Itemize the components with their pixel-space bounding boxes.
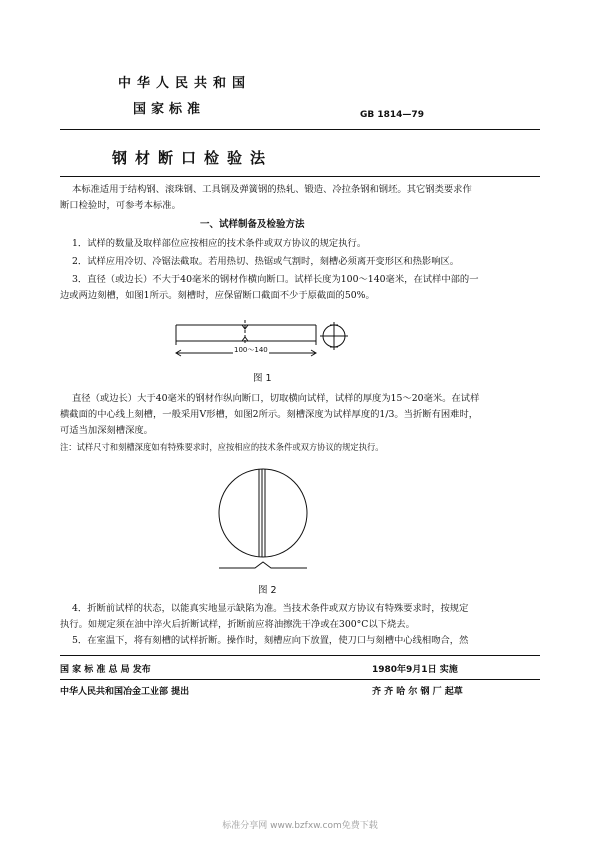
item-5: 5．在室温下，将有刻槽的试样折断。操作时，刻槽应向下放置，使刀口与刻槽中心线相吻合，然	[72, 635, 469, 646]
header-country: 中华人民共和国	[118, 76, 252, 91]
footer-rule-middle	[60, 679, 540, 680]
issuer: 国 家 标 准 总 局 发布	[60, 665, 151, 675]
para-line-1: 直径（或边长）大于40毫米的钢材作纵向断口，切取横向试样，试样的厚度为15～20毫米。在试样	[72, 393, 480, 404]
item-4-line-2: 执行。如规定须在油中淬火后折断试样，折断前应将油擦洗干净或在300°C以下烧去。	[60, 619, 415, 630]
para-line-3: 可适当加深刻槽深度。	[60, 425, 153, 436]
intro-line-1: 本标准适用于结构钢、滚珠钢、工具钢及弹簧钢的热轧、锻造、冷拉条钢和钢坯。其它钢类要求作	[72, 184, 472, 195]
item-3-line-1: 3．直径（或边长）不大于40毫米的钢材作横向断口。试样长度为100～140毫米，在试样中部的一	[72, 274, 479, 285]
header-standard-type: 国家标准	[133, 102, 206, 117]
header-rule	[60, 129, 540, 130]
standard-number: GB 1814—79	[360, 110, 424, 120]
figure-2-drawing	[215, 458, 325, 578]
title-rule	[60, 176, 540, 177]
figure-1-drawing	[170, 315, 370, 365]
site-watermark: 标准分享网 www.bzfxw.com免费下载	[222, 821, 378, 831]
item-3-line-2: 边或两边刻槽，如图1所示。刻槽时，应保留断口截面不少于原截面的50%。	[60, 290, 375, 301]
effective-date: 1980年9月1日 实施	[372, 665, 458, 675]
footer-rule-top	[60, 655, 540, 656]
page-title: 钢材断口检验法	[112, 149, 274, 167]
para-line-2: 横截面的中心线上刻槽，一般采用V形槽，如图2所示。刻槽深度为试样厚度的1/3。当折断有困难时，	[60, 409, 479, 420]
figure-1-dimension: 100～140	[234, 346, 268, 354]
item-2: 2．试样应用冷切、冷锯法截取。若用热切、热锯或气割时，刻槽必须离开变形区和热影响区。	[72, 256, 460, 267]
figure-1-caption: 图 1	[253, 373, 272, 384]
item-1: 1．试样的数量及取样部位应按相应的技术条件或双方协议的规定执行。	[72, 238, 367, 249]
drafter: 齐 齐 哈 尔 钢 厂 起草	[372, 687, 463, 697]
proposer: 中华人民共和国冶金工业部 提出	[60, 687, 190, 697]
section-heading: 一、试样制备及检验方法	[200, 219, 305, 230]
item-4-line-1: 4．折断前试样的状态，以能真实地显示缺陷为准。当技术条件或双方协议有特殊要求时，按规定	[72, 603, 469, 614]
intro-line-2: 断口检验时，可参考本标准。	[60, 200, 181, 211]
note: 注：试样尺寸和刻槽深度如有特殊要求时，应按相应的技术条件或双方协议的规定执行。	[60, 442, 384, 452]
figure-2-caption: 图 2	[258, 585, 277, 596]
